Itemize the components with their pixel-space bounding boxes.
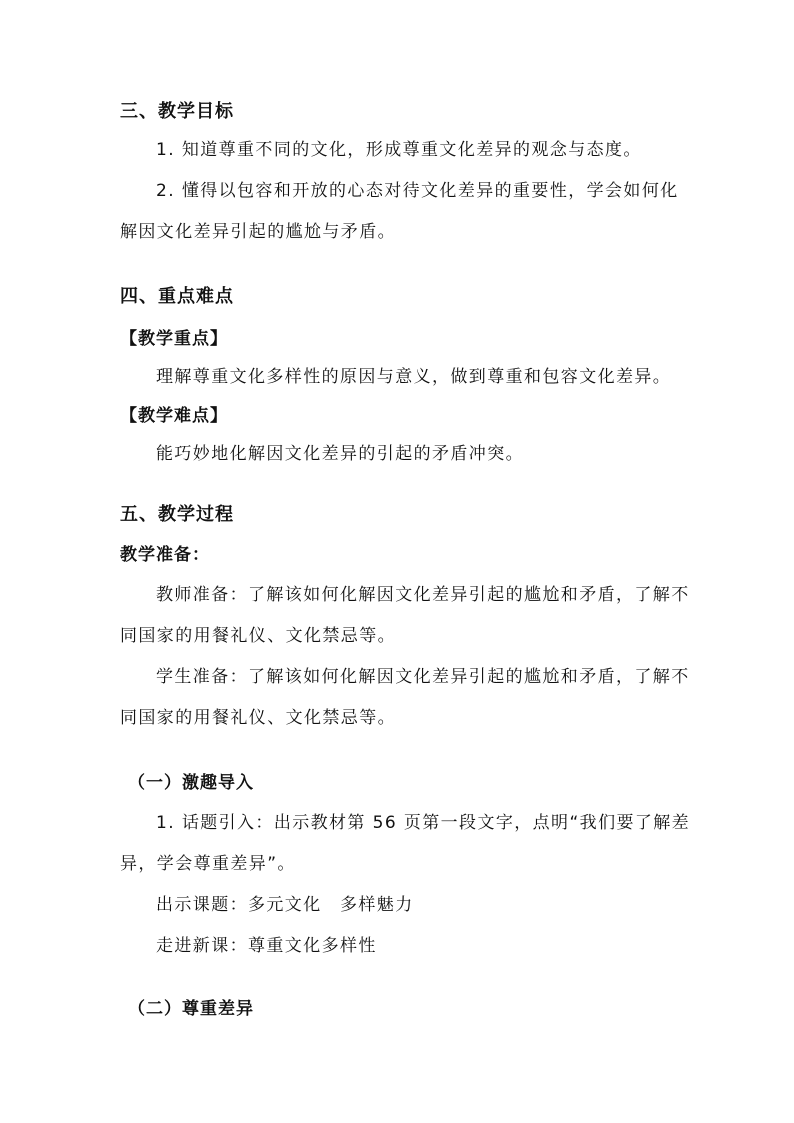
objective-1: 1. 知道尊重不同的文化，形成尊重文化差异的观念与态度。 xyxy=(156,140,642,160)
part1-heading: （一）激趣导入 xyxy=(128,773,254,793)
part1-topic-intro: 1. 话题引入：出示教材第 56 页第一段文字，点明“我们要了解差异，学会尊重差异”。 xyxy=(120,813,691,874)
section-heading-process: 五、教学过程 xyxy=(120,504,234,525)
preparation-label: 教学准备： xyxy=(120,545,210,565)
difficulty-text: 能巧妙地化解因文化差异的引起的矛盾冲突。 xyxy=(156,444,524,464)
key-point-label: 【教学重点】 xyxy=(120,329,228,349)
part2-heading: （二）尊重差异 xyxy=(128,999,254,1019)
key-point-text: 理解尊重文化多样性的原因与意义，做到尊重和包容文化差异。 xyxy=(156,367,672,387)
section-heading-key-points: 四、重点难点 xyxy=(120,286,234,307)
part1-course-title: 出示课题：多元文化 多样魅力 xyxy=(156,895,414,915)
teacher-preparation: 教师准备：了解该如何化解因文化差异引起的尴尬和矛盾，了解不同国家的用餐礼仪、文化禁忌等。 xyxy=(120,585,690,646)
difficulty-label: 【教学难点】 xyxy=(120,406,228,426)
part1-new-lesson: 走进新课：尊重文化多样性 xyxy=(156,936,377,956)
objective-2: 2. 懂得以包容和开放的心态对待文化差异的重要性，学会如何化解因文化差异引起的尴尬与矛盾。 xyxy=(120,181,679,242)
section-heading-objectives: 三、教学目标 xyxy=(120,101,234,122)
student-preparation: 学生准备：了解该如何化解因文化差异引起的尴尬和矛盾，了解不同国家的用餐礼仪、文化禁忌等。 xyxy=(120,667,690,728)
